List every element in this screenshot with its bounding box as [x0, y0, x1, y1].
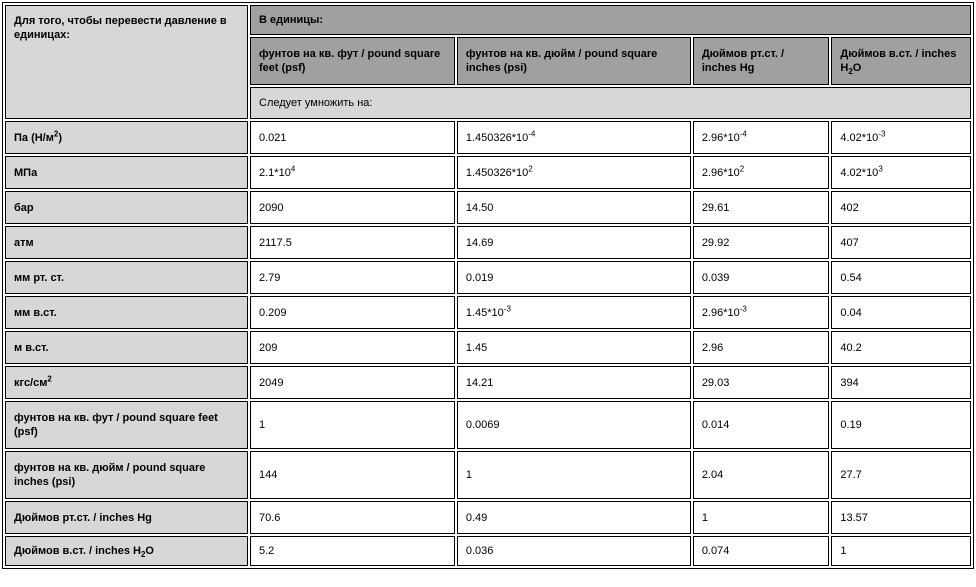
value-cell [831, 366, 971, 399]
cell-suffix: O [852, 62, 862, 74]
table-row [5, 451, 971, 499]
cell-text: 144 [259, 469, 278, 481]
cell-text: м в.ст. [14, 341, 49, 354]
cell-text: 0.039 [701, 271, 730, 284]
cell-text: Дюймов рт.ст. / inches Hg [14, 511, 152, 524]
value-cell [250, 296, 455, 329]
value-cell [457, 261, 691, 294]
cell-text: 2117.5 [259, 236, 292, 249]
cell-text: 2.96*10 [701, 131, 740, 144]
superscript: 3 [878, 163, 883, 173]
cell-text: 209 [259, 341, 278, 354]
cell-text: 0.036 [465, 545, 494, 557]
column-header [457, 37, 691, 85]
cell-text: 0.19 [840, 419, 862, 431]
cell-text: 1 [259, 419, 266, 431]
value-cell [831, 121, 971, 154]
value-cell [693, 156, 830, 189]
cell-text: 29.03 [701, 376, 730, 389]
cell-text: 0.014 [701, 419, 730, 431]
cell-text: 2.79 [259, 271, 281, 284]
cell-text: 394 [840, 376, 859, 389]
cell-text: кгс/см [14, 376, 48, 389]
superscript: 4 [290, 163, 296, 173]
cell-text: 2049 [259, 376, 284, 389]
table-row [5, 501, 971, 534]
value-cell [693, 451, 830, 499]
cell-text: 1.450326*10 [465, 166, 529, 179]
cell-text: фунтов на кв. фут / pound square feet (psf) [14, 412, 218, 438]
value-cell [250, 121, 455, 154]
value-cell [250, 191, 455, 224]
cell-text: 0.04 [840, 306, 862, 319]
superscript: 2 [53, 128, 59, 138]
cell-text: 14.50 [465, 201, 494, 214]
cell-text: Дюймов в.ст. / inches H [14, 545, 141, 557]
value-cell [250, 331, 455, 364]
row-header [5, 296, 248, 329]
cell-text: 0.49 [465, 511, 488, 524]
value-cell [250, 451, 455, 499]
value-cell [457, 191, 691, 224]
row-header [5, 191, 248, 224]
header-row-units [5, 5, 971, 35]
value-cell [831, 401, 971, 449]
row-header [5, 536, 248, 566]
value-cell [831, 331, 971, 364]
cell-text: 1 [701, 511, 708, 524]
value-cell [457, 366, 691, 399]
cell-text: 0.209 [259, 306, 287, 319]
value-cell [250, 401, 455, 449]
cell-text: 29.61 [701, 201, 730, 214]
table-row [5, 331, 971, 364]
cell-suffix: ) [58, 131, 63, 144]
cell-text: 0.021 [259, 131, 287, 144]
cell-text: 2.96 [701, 341, 724, 354]
value-cell [693, 501, 830, 534]
value-cell [250, 226, 455, 259]
row-header [5, 156, 248, 189]
value-cell [693, 226, 830, 259]
column-header [831, 37, 971, 85]
cell-text: 1 [465, 469, 472, 481]
cell-text: 1 [840, 545, 847, 557]
value-cell [457, 296, 691, 329]
value-cell [250, 366, 455, 399]
cell-text: 0.074 [701, 545, 730, 557]
cell-text: 4.02*10 [840, 131, 879, 144]
cell-text: 13.57 [840, 511, 868, 524]
value-cell [457, 156, 691, 189]
value-cell [831, 226, 971, 259]
superscript: 2 [739, 163, 745, 173]
cell-text: 2.96*10 [701, 306, 740, 319]
cell-text: 402 [840, 201, 859, 214]
table-row [5, 121, 971, 154]
row-header [5, 331, 248, 364]
cell-text: атм [14, 236, 34, 249]
value-cell [693, 331, 830, 364]
value-cell [831, 261, 971, 294]
cell-text: 2.1*10 [259, 166, 291, 179]
pressure-conversion-table [2, 2, 974, 569]
superscript: -3 [739, 303, 747, 313]
superscript: -4 [739, 128, 747, 138]
value-cell [831, 191, 971, 224]
cell-text: 0.54 [840, 271, 862, 284]
cell-text: 2.04 [701, 469, 724, 481]
corner-label: Для того, чтобы перевести давление в единицах: [5, 5, 248, 119]
cell-text: фунтов на кв. фут / pound square feet (psf) [259, 48, 441, 74]
table-row [5, 296, 971, 329]
table-body [5, 5, 971, 566]
cell-text: Па (Н/м [14, 131, 54, 144]
cell-text: 1.45*10 [465, 306, 504, 319]
cell-text: Дюймов в.ст. / inches H [840, 48, 957, 74]
value-cell [457, 501, 691, 534]
value-cell [693, 121, 830, 154]
cell-text: 29.92 [701, 236, 730, 249]
value-cell [457, 401, 691, 449]
table-row [5, 536, 971, 566]
cell-text: 1.45 [465, 341, 488, 354]
value-cell [693, 296, 830, 329]
table-row [5, 401, 971, 449]
cell-text: мм в.ст. [14, 306, 57, 319]
value-cell [693, 191, 830, 224]
subscript: 2 [848, 67, 853, 77]
value-cell [457, 226, 691, 259]
cell-text: 27.7 [840, 469, 862, 481]
value-cell [250, 536, 455, 566]
cell-text: 4.02*10 [840, 166, 879, 179]
table-row [5, 191, 971, 224]
value-cell [457, 331, 691, 364]
conversion-table-wrapper [2, 2, 974, 585]
row-header [5, 451, 248, 499]
table-row [5, 156, 971, 189]
cell-text: 2.96*10 [701, 166, 740, 179]
table-row [5, 226, 971, 259]
value-cell [831, 501, 971, 534]
subscript: 2 [140, 550, 146, 560]
value-cell [693, 366, 830, 399]
value-cell [457, 536, 691, 566]
value-cell [831, 156, 971, 189]
cell-text: 70.6 [259, 511, 281, 524]
cell-text: бар [14, 201, 34, 214]
superscript: 2 [47, 373, 52, 383]
units-label: В единицы: [250, 5, 971, 35]
cell-text: 5.2 [259, 545, 275, 557]
cell-suffix: O [145, 545, 154, 557]
value-cell [457, 451, 691, 499]
value-cell [250, 156, 455, 189]
column-header [693, 37, 830, 85]
value-cell [693, 536, 830, 566]
cell-text: мм рт. ст. [14, 271, 65, 284]
cell-text: 2090 [259, 201, 284, 214]
superscript: -3 [878, 128, 886, 138]
row-header [5, 401, 248, 449]
row-header [5, 501, 248, 534]
cell-text: 407 [840, 236, 859, 249]
superscript: -3 [503, 303, 511, 313]
superscript: 2 [528, 163, 533, 173]
value-cell [831, 536, 971, 566]
column-header [250, 37, 455, 85]
value-cell [457, 121, 691, 154]
row-header [5, 226, 248, 259]
row-header [5, 121, 248, 154]
cell-text: 1.450326*10 [465, 131, 529, 144]
value-cell [831, 451, 971, 499]
cell-text: 14.69 [465, 236, 494, 249]
value-cell [693, 261, 830, 294]
cell-text: 14.21 [465, 376, 494, 389]
table-row [5, 261, 971, 294]
cell-text: Дюймов рт.ст. / inches Hg [701, 48, 785, 74]
cell-text: 0.0069 [465, 419, 500, 431]
row-header [5, 366, 248, 399]
cell-text: 0.019 [465, 271, 494, 284]
superscript: -4 [528, 128, 536, 138]
table-row [5, 366, 971, 399]
cell-text: фунтов на кв. дюйм / pound square inches (psi) [465, 48, 658, 74]
value-cell [250, 501, 455, 534]
cell-text: МПа [14, 166, 38, 179]
cell-text: фунтов на кв. дюйм / pound square inches (psi) [14, 462, 206, 488]
multiply-label: Следует умножить на: [250, 87, 971, 119]
cell-text: 40.2 [840, 341, 862, 354]
value-cell [831, 296, 971, 329]
value-cell [693, 401, 830, 449]
row-header [5, 261, 248, 294]
value-cell [250, 261, 455, 294]
